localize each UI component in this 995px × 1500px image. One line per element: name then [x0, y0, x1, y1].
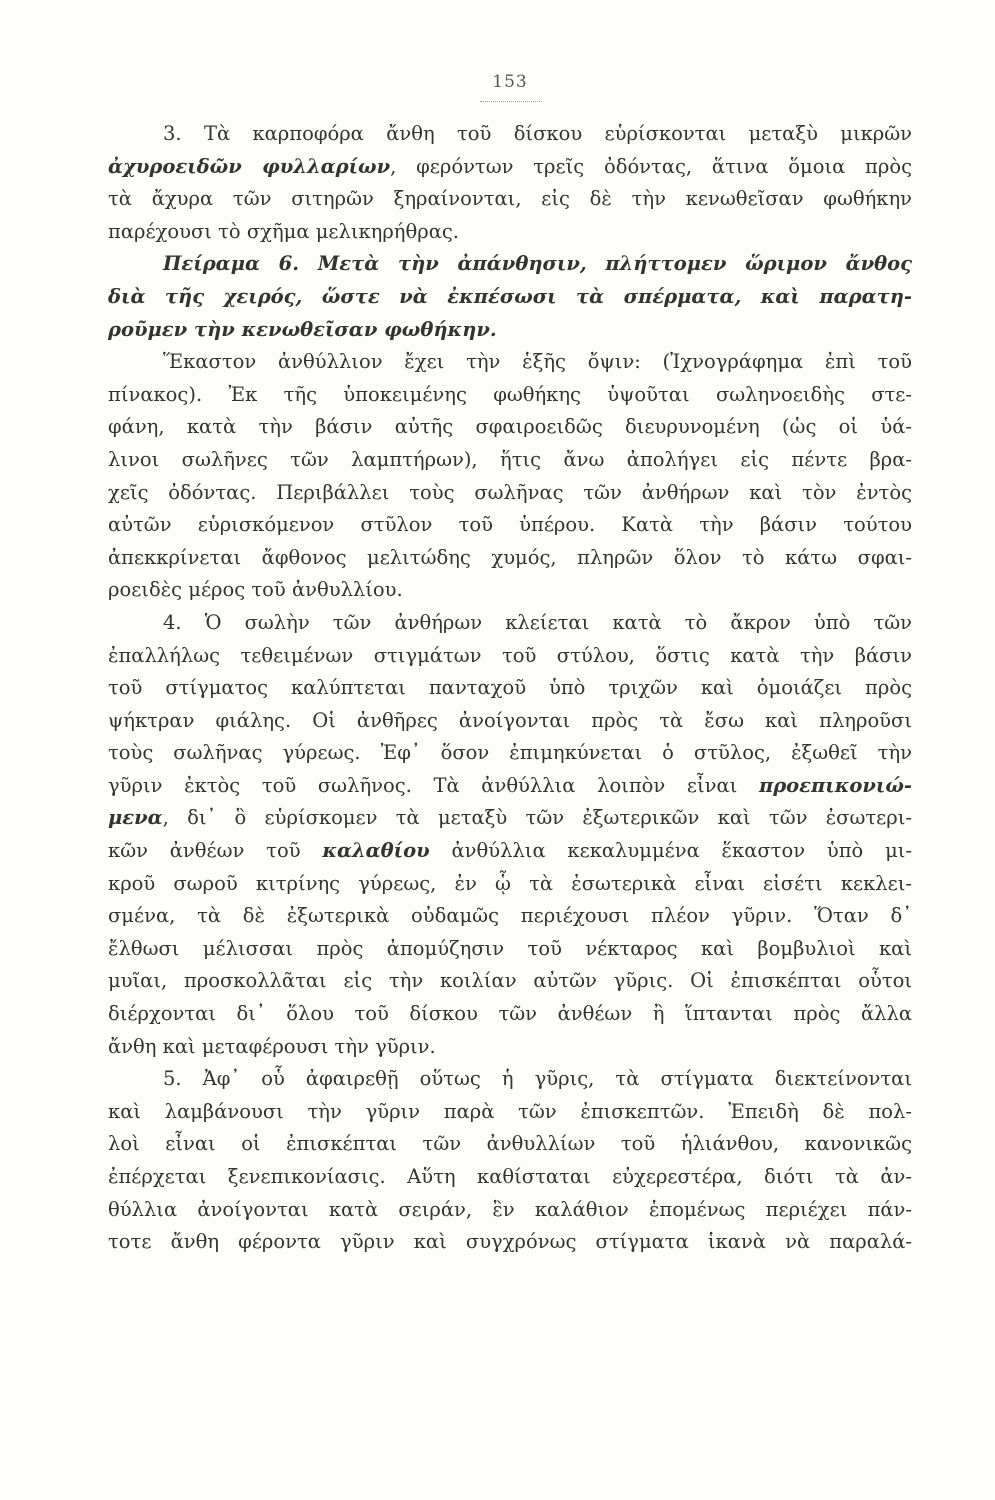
text-run: γῦριν ἐκτὸς τοῦ σωλῆνος. Τὰ ἀνθύλλια λοιπὸν εἶναι	[108, 773, 759, 797]
text-run: μυῖαι, προσκολλᾶται εἰς τὴν κοιλίαν αὐτῶν γῦρις. Οἱ ἐπισκέπται οὗτοι	[108, 969, 912, 993]
text-run: τὰ ἄχυρα τῶν σιτηρῶν ξηραίνονται, εἰς δὲ τὴν κενωθεῖσαν φωθήκην	[108, 187, 912, 211]
text-line	[108, 151, 912, 184]
text-run: ἔλθωσι μέλισσαι πρὸς ἀπομύζησιν τοῦ νέκταρος καὶ βομβυλιοὶ καὶ	[108, 936, 912, 960]
text-run: παρέχουσι τὸ σχῆμα μελικηρήθρας.	[108, 219, 459, 243]
text-run: 4. Ὁ σωλὴν τῶν ἀνθήρων κλείεται κατὰ τὸ ἄκρον ὑπὸ τῶν	[163, 610, 912, 634]
text-line	[108, 1096, 912, 1129]
text-run: αὐτῶν εὑρισκόμενον στῦλον τοῦ ὑπέρου. Κατὰ τὴν βάσιν τούτου	[108, 513, 912, 537]
text-run: ψήκτραν φιάλης. Οἱ ἀνθῆρες ἀνοίγονται πρὸς τὰ ἔσω καὶ πληροῦσι	[108, 708, 912, 732]
text-line	[108, 314, 912, 347]
text-line	[108, 672, 912, 705]
text-line	[108, 1161, 912, 1194]
text-run: Ἕκαστον ἀνθύλλιον ἔχει τὴν ἑξῆς ὄψιν: (Ἰχνογράφημα ἐπὶ τοῦ	[163, 350, 912, 374]
text-line	[108, 640, 912, 673]
text-run: ροειδὲς μέρος τοῦ ἀνθυλλίου.	[108, 578, 403, 602]
text-line	[108, 542, 912, 575]
text-run: , δι᾽ ὃ εὑρίσκομεν τὰ μεταξὺ τῶν ἐξωτερικῶν καὶ τῶν ἐσωτερι-	[162, 806, 912, 830]
text-run: καὶ λαμβάνουσι τὴν γῦριν παρὰ τῶν ἐπισκεπτῶν. Ἐπειδὴ δὲ πολ-	[108, 1099, 912, 1123]
text-run: λοὶ εἶναι οἱ ἐπισκέπται τῶν ἀνθυλλίων τοῦ ἡλιάνθου, κανονικῶς	[108, 1132, 912, 1156]
text-run: κῶν ἀνθέων τοῦ	[108, 839, 323, 863]
text-line	[108, 183, 912, 216]
text-line	[108, 444, 912, 477]
text-line	[108, 411, 912, 444]
text-line	[108, 216, 912, 249]
text-run: πίνακος). Ἐκ τῆς ὑποκειμένης φωθήκης ὑψοῦται σωληνοειδὴς στε-	[108, 382, 912, 406]
text-run: θύλλια ἀνοίγονται κατὰ σειράν, ἓν καλάθιον ἑπομένως περιέχει πάν-	[108, 1197, 912, 1221]
text-line	[108, 900, 912, 933]
text-line	[108, 933, 912, 966]
body-text	[108, 118, 912, 1259]
emphasized-text: διὰ τῆς χειρός, ὥστε νὰ ἐκπέσωσι τὰ σπέρματα, καὶ παρατη-	[108, 284, 912, 308]
text-line	[108, 509, 912, 542]
text-run: χεῖς ὀδόντας. Περιβάλλει τοὺς σωλῆνας τῶν ἀνθήρων καὶ τὸν ἐντὸς	[108, 480, 912, 504]
emphasized-text: ἀχυροειδῶν φυλλαρίων	[108, 154, 391, 178]
text-line	[108, 737, 912, 770]
text-line	[108, 248, 912, 281]
text-line	[108, 705, 912, 738]
text-run: λινοι σωλῆνες τῶν λαμπτήρων), ἥτις ἄνω ἀπολήγει εἰς πέντε βρα-	[108, 447, 912, 471]
emphasized-text: μενα	[108, 806, 163, 830]
text-run: ἐπαλλήλως τεθειμένων στιγμάτων τοῦ στύλου, ὅστις κατὰ τὴν βάσιν	[108, 643, 912, 667]
text-line	[108, 607, 912, 640]
text-line	[108, 118, 912, 151]
text-line	[108, 379, 912, 412]
text-line	[108, 802, 912, 835]
emphasized-text: προεπικονιώ-	[758, 773, 912, 797]
text-run: τοὺς σωλῆνας γύρεως. Ἐφ᾽ ὅσον ἐπιμηκύνεται ὁ στῦλος, ἐξωθεῖ τὴν	[108, 741, 912, 765]
page-number-rule	[480, 101, 542, 102]
text-line	[108, 477, 912, 510]
text-line	[108, 770, 912, 803]
text-run: 5. Ἀφ᾽ οὗ ἀφαιρεθῇ οὕτως ἡ γῦρις, τὰ στίγματα διεκτείνονται	[163, 1067, 912, 1091]
text-run: ἄνθη καὶ μεταφέρουσι τὴν γῦριν.	[108, 1034, 436, 1058]
text-line	[108, 1226, 912, 1259]
text-line	[108, 346, 912, 379]
text-run: ἀνθύλλια κεκαλυμμένα ἕκαστον ὑπὸ μι-	[429, 839, 912, 863]
text-line	[108, 965, 912, 998]
text-run: φάνη, κατὰ τὴν βάσιν αὐτῆς σφαιροειδῶς διευρυνομένη (ὡς οἱ ὑά-	[108, 415, 912, 439]
text-run: σμένα, τὰ δὲ ἐξωτερικὰ οὐδαμῶς περιέχουσι πλέον γῦριν. Ὅταν δ᾽	[108, 904, 912, 928]
text-run: τοῦ στίγματος καλύπτεται πανταχοῦ ὑπὸ τριχῶν καὶ ὁμοιάζει πρὸς	[108, 676, 912, 700]
text-line	[108, 835, 912, 868]
text-line	[108, 1194, 912, 1227]
text-run: κροῦ σωροῦ κιτρίνης γύρεως, ἐν ᾧ τὰ ἐσωτερικὰ εἶναι εἰσέτι κεκλει-	[108, 871, 912, 895]
text-line	[108, 574, 912, 607]
emphasized-text: καλαθίου	[322, 839, 430, 863]
page-number: 153	[492, 72, 528, 92]
text-run: διέρχονται δι᾽ ὅλου τοῦ δίσκου τῶν ἀνθέων ἢ ἵπτανται πρὸς ἄλλα	[108, 1002, 912, 1026]
text-line	[108, 868, 912, 901]
text-run: ἐπέρχεται ξενεπικονίασις. Αὕτη καθίσταται εὐχερεστέρα, διότι τὰ ἀν-	[108, 1165, 912, 1188]
text-line	[108, 998, 912, 1031]
text-run: τοτε ἄνθη φέροντα γῦριν καὶ συγχρόνως στίγματα ἱκανὰ νὰ παραλά-	[108, 1230, 912, 1254]
text-run: ἀπεκκρίνεται ἄφθονος μελιτώδης χυμός, πληρῶν ὅλον τὸ κάτω σφαι-	[108, 545, 912, 569]
text-run: 3. Τὰ καρποφόρα ἄνθη τοῦ δίσκου εὑρίσκονται μεταξὺ μικρῶν	[163, 122, 912, 145]
emphasized-text: Πείραμα 6. Μετὰ τὴν ἀπάνθησιν, πλήττομεν ὥριμον ἄνθος	[163, 252, 912, 276]
text-line	[108, 1128, 912, 1161]
text-line	[108, 1031, 912, 1064]
text-line	[108, 281, 912, 314]
text-run: , φερόντων τρεῖς ὀδόντας, ἅτινα ὅμοια πρὸς	[390, 154, 912, 178]
emphasized-text: ροῦμεν τὴν κενωθεῖσαν φωθήκην.	[108, 317, 497, 341]
text-line	[108, 1063, 912, 1096]
